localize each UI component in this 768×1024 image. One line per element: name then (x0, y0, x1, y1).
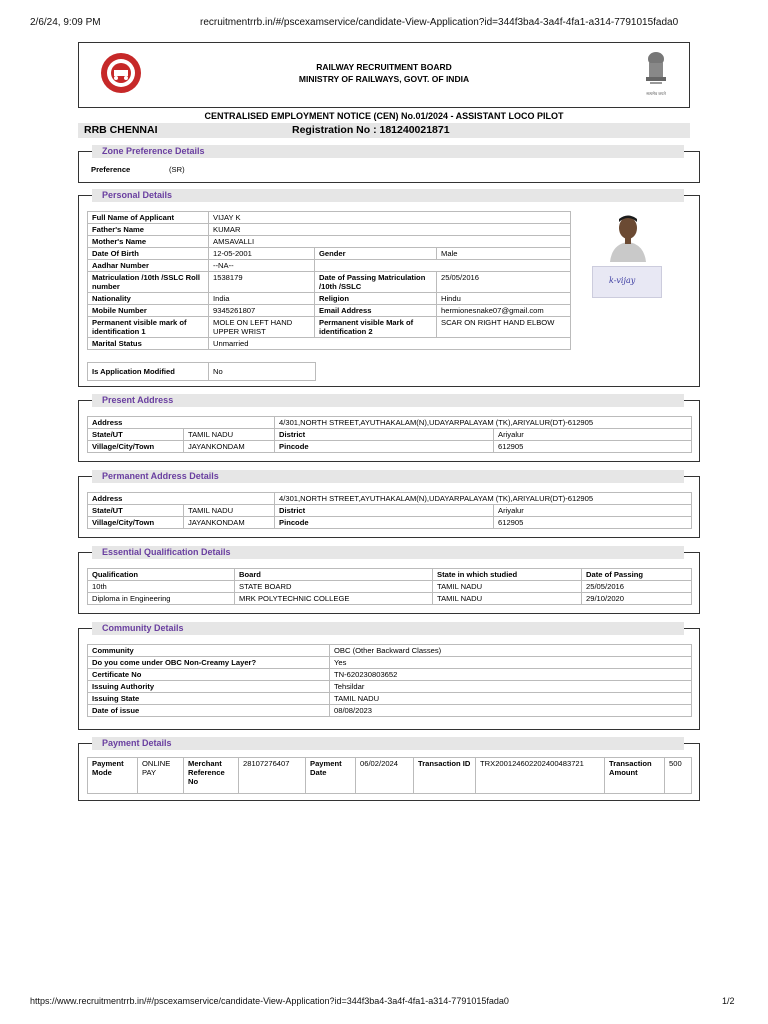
permanent-title: Permanent Address Details (102, 471, 219, 481)
value: Hindu (437, 293, 571, 305)
label: Pincode (275, 517, 494, 529)
label: Issuing State (88, 693, 330, 705)
value: KUMAR (209, 224, 571, 236)
print-url: recruitmentrrb.in/#/pscexamservice/candidate-View-Application?id=344f3ba4-3a4f-4fa1-a314-7791015fada0 (200, 17, 679, 28)
label: Permanent visible mark of identification 1 (88, 317, 209, 338)
label: Mother's Name (88, 236, 209, 248)
cell: STATE BOARD (235, 581, 433, 593)
value: ONLINE PAY (138, 758, 184, 794)
personal-title: Personal Details (102, 190, 173, 200)
value: JAYANKONDAM (184, 441, 275, 453)
label: Village/City/Town (88, 441, 184, 453)
rrb-bar (78, 123, 690, 138)
header-box (78, 42, 690, 108)
value: AMSAVALLI (209, 236, 571, 248)
value: No (209, 363, 316, 381)
value: 4/301,NORTH STREET,AYUTHAKALAM(N),UDAYARPALAYAM (TK),ARIYALUR(DT)-612905 (275, 417, 692, 429)
present-title: Present Address (102, 395, 174, 405)
table-row (88, 645, 692, 657)
qualification-title: Essential Qualification Details (102, 547, 231, 557)
value: TAMIL NADU (184, 505, 275, 517)
label: Issuing Authority (88, 681, 330, 693)
label: Transaction ID (414, 758, 476, 794)
value: 28107276407 (239, 758, 306, 794)
zone-section (78, 146, 700, 183)
print-footer-url: https://www.recruitmentrrb.in/#/pscexamservice/candidate-View-Application?id=344f3ba4-3a4f-4fa1-a314-7791015fada0 (30, 996, 509, 1006)
label: Do you come under OBC Non-Creamy Layer? (88, 657, 330, 669)
modified-table (87, 362, 316, 381)
permanent-table (87, 492, 692, 529)
label: Nationality (88, 293, 209, 305)
table-row (88, 693, 692, 705)
table-row (88, 493, 692, 505)
table-row (88, 317, 571, 338)
value: 4/301,NORTH STREET,AYUTHAKALAM(N),UDAYARPALAYAM (TK),ARIYALUR(DT)-612905 (275, 493, 692, 505)
value: Yes (330, 657, 692, 669)
present-table (87, 416, 692, 453)
value: 9345261807 (209, 305, 315, 317)
label: Date of issue (88, 705, 330, 717)
table-row (88, 429, 692, 441)
value: TN-620230803652 (330, 669, 692, 681)
label: Merchant Reference No (184, 758, 239, 794)
label: Address (88, 417, 275, 429)
community-title: Community Details (102, 623, 184, 633)
value: SCAR ON RIGHT HAND ELBOW (437, 317, 571, 338)
table-row (88, 338, 571, 350)
label: Certificate No (88, 669, 330, 681)
label: State/UT (88, 429, 184, 441)
value: 500 (665, 758, 692, 794)
value: 12-05-2001 (209, 248, 315, 260)
label: Is Application Modified (88, 363, 209, 381)
value: 06/02/2024 (356, 758, 414, 794)
value: OBC (Other Backward Classes) (330, 645, 692, 657)
label: District (275, 505, 494, 517)
table-row (88, 593, 692, 605)
value: --NA-- (209, 260, 315, 272)
label: Transaction Amount (605, 758, 665, 794)
cell: TAMIL NADU (433, 581, 582, 593)
value: 25/05/2016 (437, 272, 571, 293)
value: Ariyalur (494, 505, 692, 517)
railway-logo-icon (96, 51, 146, 95)
payment-table (87, 757, 692, 794)
rrb-zone: RRB CHENNAI (84, 124, 158, 136)
table-row (88, 272, 571, 293)
print-page-number: 1/2 (722, 996, 735, 1006)
payment-title: Payment Details (102, 738, 172, 748)
cell: TAMIL NADU (433, 593, 582, 605)
print-datetime: 2/6/24, 9:09 PM (30, 17, 101, 28)
label: Date of Passing Matriculation /10th /SSLC (315, 272, 437, 293)
value: MOLE ON LEFT HAND UPPER WRIST (209, 317, 315, 338)
column-header: Board (235, 569, 433, 581)
label: Gender (315, 248, 437, 260)
cell: MRK POLYTECHNIC COLLEGE (235, 593, 433, 605)
table-row (88, 657, 692, 669)
label: Payment Date (306, 758, 356, 794)
value: Male (437, 248, 571, 260)
column-header: State in which studied (433, 569, 582, 581)
label: District (275, 429, 494, 441)
table-row (88, 705, 692, 717)
cell: 10th (88, 581, 235, 593)
label: Payment Mode (88, 758, 138, 794)
label: Village/City/Town (88, 517, 184, 529)
table-row (88, 581, 692, 593)
signature-text: k-vijay (609, 276, 636, 285)
table-row (88, 669, 692, 681)
value: 612905 (494, 441, 692, 453)
table-row (88, 758, 692, 794)
zone-value: (SR) (169, 165, 185, 174)
table-row (88, 212, 571, 224)
registration-no: Registration No : 181240021871 (292, 124, 450, 136)
cell: 25/05/2016 (582, 581, 692, 593)
applicant-signature (592, 266, 662, 298)
label: Religion (315, 293, 437, 305)
value: TAMIL NADU (184, 429, 275, 441)
label: State/UT (88, 505, 184, 517)
table-row (88, 441, 692, 453)
table-row (88, 417, 692, 429)
value: Ariyalur (494, 429, 692, 441)
personal-table (87, 211, 571, 350)
community-table (87, 644, 692, 717)
table-row (88, 517, 692, 529)
label: Marital Status (88, 338, 209, 350)
cell: Diploma in Engineering (88, 593, 235, 605)
value: India (209, 293, 315, 305)
zone-label: Preference (91, 165, 131, 174)
cen-notice: CENTRALISED EMPLOYMENT NOTICE (CEN) No.01/2024 - ASSISTANT LOCO PILOT (204, 111, 564, 121)
table-row (88, 505, 692, 517)
value: TRX20012460220240048372​1 (476, 758, 605, 794)
label: Community (88, 645, 330, 657)
table-row (88, 236, 571, 248)
value: Unmarried (209, 338, 571, 350)
label: Mobile Number (88, 305, 209, 317)
label: Email Address (315, 305, 437, 317)
value: JAYANKONDAM (184, 517, 275, 529)
value: hermionesnake07@gmail.com (437, 305, 571, 317)
label: Pincode (275, 441, 494, 453)
value: Tehsildar (330, 681, 692, 693)
label: Permanent visible Mark of identification 2 (315, 317, 437, 338)
emblem-caption: सत्यमेव जयते (646, 91, 666, 96)
table-row (88, 224, 571, 236)
qualification-table (87, 568, 692, 605)
value: TAMIL NADU (330, 693, 692, 705)
value: 08/08/2023 (330, 705, 692, 717)
national-emblem-icon (641, 49, 671, 89)
column-header: Date of Passing (582, 569, 692, 581)
table-row (88, 248, 571, 260)
value: VIJAY K (209, 212, 571, 224)
label: Full Name of Applicant (88, 212, 209, 224)
table-row (88, 305, 571, 317)
table-row (88, 363, 316, 381)
table-row (88, 293, 571, 305)
label: Father's Name (88, 224, 209, 236)
header-subtitle: MINISTRY OF RAILWAYS, GOVT. OF INDIA (298, 74, 470, 84)
column-header: Qualification (88, 569, 235, 581)
header-title: RAILWAY RECRUITMENT BOARD (316, 62, 452, 72)
table-row (88, 260, 571, 272)
label: Matriculation /10th /SSLC Roll number (88, 272, 209, 293)
value: 612905 (494, 517, 692, 529)
label: Aadhar Number (88, 260, 209, 272)
label: Date Of Birth (88, 248, 209, 260)
label: Address (88, 493, 275, 505)
zone-title: Zone Preference Details (102, 146, 205, 156)
cell: 29/10/2020 (582, 593, 692, 605)
applicant-photo (588, 210, 668, 262)
table-header-row (88, 569, 692, 581)
value: 1538179 (209, 272, 315, 293)
table-row (88, 681, 692, 693)
